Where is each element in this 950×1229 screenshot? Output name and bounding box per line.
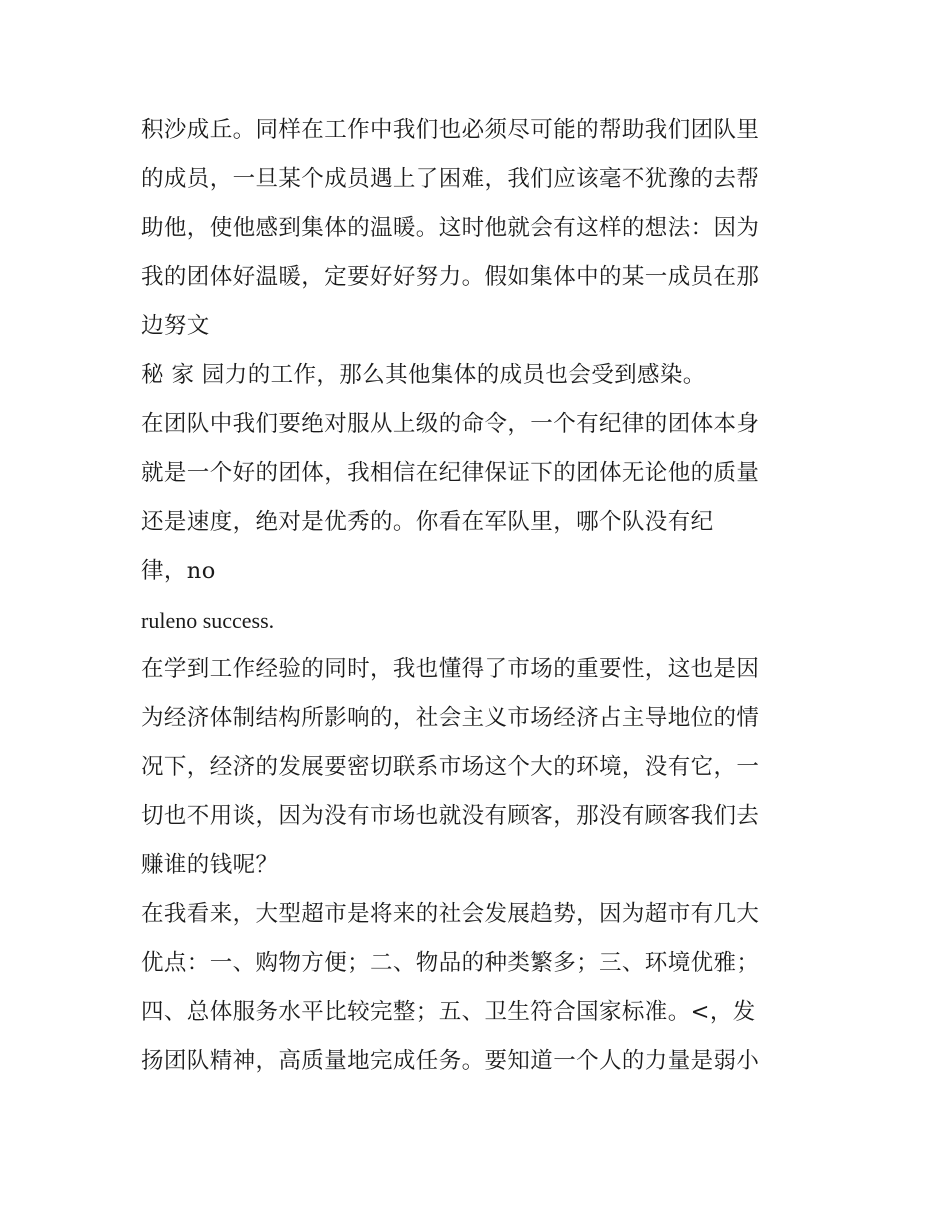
text-line: ruleno success. bbox=[141, 608, 275, 633]
text-line: 四、总体服务水平比较完整；五、卫生符合国家标准。<，发 bbox=[141, 999, 756, 1025]
text-line: 优点：一、购物方便；二、物品的种类繁多；三、环境优雅； bbox=[141, 950, 760, 976]
text-line: 秘 家 园力的工作，那么其他集体的成员也会受到感染。 bbox=[141, 362, 706, 388]
text-line: 为经济体制结构所影响的，社会主义市场经济占主导地位的情 bbox=[141, 705, 760, 731]
text-line: 赚谁的钱呢？ bbox=[141, 852, 279, 878]
text-line: 况下，经济的发展要密切联系市场这个大的环境，没有它，一 bbox=[141, 754, 760, 780]
text-line: 在学到工作经验的同时，我也懂得了市场的重要性，这也是因 bbox=[141, 656, 760, 682]
text-line: 律，no bbox=[141, 558, 216, 584]
text-line: 我的团体好温暖，定要好好努力。假如集体中的某一成员在那 bbox=[141, 264, 760, 290]
text-line: 还是速度，绝对是优秀的。你看在军队里，哪个队没有纪 bbox=[141, 509, 714, 535]
text-line: 就是一个好的团体，我相信在纪律保证下的团体无论他的质量 bbox=[141, 460, 760, 486]
text-line: 的成员，一旦某个成员遇上了困难，我们应该毫不犹豫的去帮 bbox=[141, 166, 760, 192]
text-line: 切也不用谈，因为没有市场也就没有顾客，那没有顾客我们去 bbox=[141, 803, 760, 829]
text-line: 在我看来，大型超市是将来的社会发展趋势，因为超市有几大 bbox=[141, 901, 760, 927]
text-line: 助他，使他感到集体的温暖。这时他就会有这样的想法：因为 bbox=[141, 215, 760, 241]
text-line: 在团队中我们要绝对服从上级的命令，一个有纪律的团体本身 bbox=[141, 411, 760, 437]
body-text bbox=[141, 106, 821, 1086]
text-line: 积沙成丘。同样在工作中我们也必须尽可能的帮助我们团队里 bbox=[141, 117, 760, 143]
text-line: 边努文 bbox=[141, 313, 210, 339]
text-line: 扬团队精神，高质量地完成任务。要知道一个人的力量是弱小 bbox=[141, 1048, 760, 1074]
